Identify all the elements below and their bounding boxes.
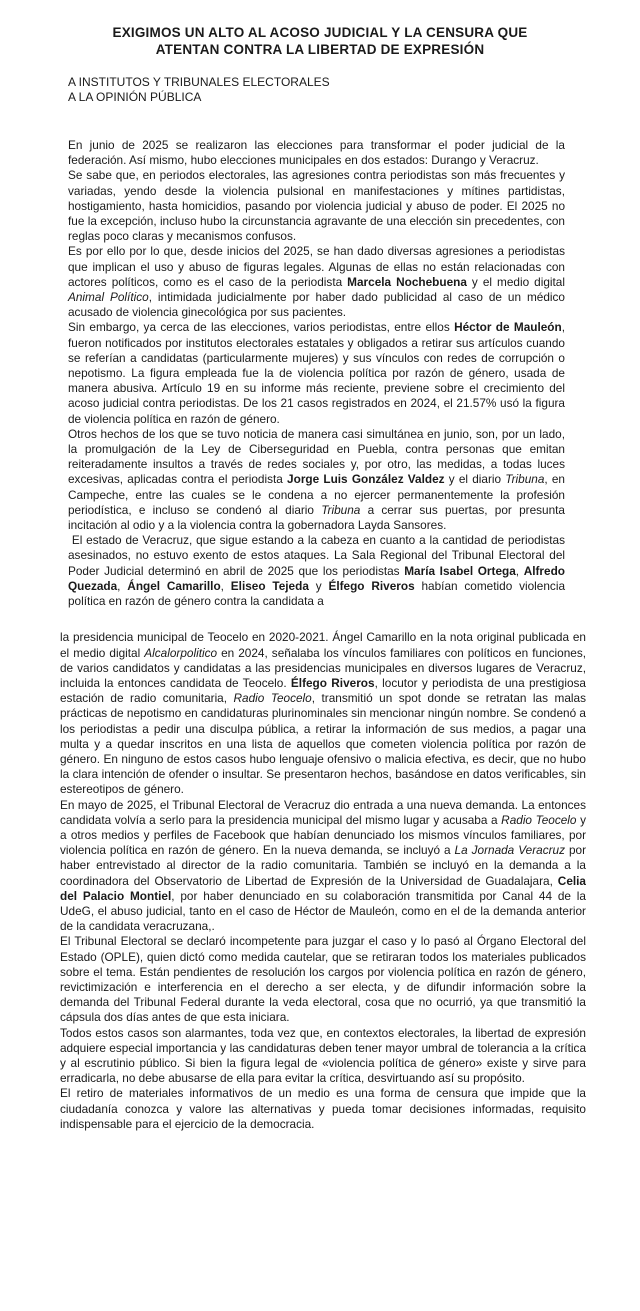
- text-segment: Radio Teocelo: [501, 812, 577, 827]
- text-segment: Sin embargo, ya cerca de las elecciones, varios periodistas, entre ellos: [68, 320, 455, 335]
- document-body-page-2: [60, 630, 586, 1132]
- text-segment: y el diario: [444, 472, 506, 487]
- text-segment: por haber entrevistado al director de la radio comunitaria. También se incluyó en la demanda a la coordinadora del Observatorio de Libertad de Expresión de la Universidad de Guadalajara,: [60, 843, 586, 888]
- document-title-line2: ATENTAN CONTRA LA LIBERTAD DE EXPRESIÓN: [155, 42, 485, 57]
- text-segment: Marcela Nochebuena: [347, 274, 467, 289]
- text-segment: Tribuna: [321, 502, 361, 517]
- text-segment: Tribuna: [505, 472, 545, 487]
- text-segment: , locutor y periodista de una prestigiosa estación de radio comunitaria,: [60, 675, 586, 706]
- text-segment: Jorge Luis González Valdez: [287, 472, 445, 487]
- addressee-line-public-opinion: A LA OPINIÓN PÚBLICA: [68, 89, 202, 104]
- paragraph: [68, 533, 565, 609]
- document-body-page-1: [68, 138, 565, 609]
- text-segment: Celia del Palacio Montiel: [60, 873, 586, 903]
- text-segment: , intimidada judicialmente por haber dado publicidad al caso de un médico acusado de violencia ginecológica por sus pacientes.: [68, 290, 565, 320]
- paragraph: [60, 934, 586, 1025]
- text-segment: Élfego Riveros: [328, 578, 415, 593]
- text-segment: El retiro de materiales informativos de un medio es una forma de censura que impide que la ciudadanía conozca y valore las alternativas y pueda tomar decisiones informadas, requisito indispensable para el ejercicio de la democracia.: [60, 1086, 586, 1131]
- text-segment: Héctor de Mauleón: [454, 320, 562, 335]
- text-segment: Todos estos casos son alarmantes, toda vez que, en contextos electorales, la libertad de expresión adquiere especial importancia y las candidaturas deben tener mayor umbral de tolerancia a la crítica y al escrutinio público. Si bien la figura legal de «violencia política de género» existe y sirve para erradicarla, no debe abusarse de ella para evitar la crítica, desvirtuando así su propósito.: [60, 1025, 586, 1086]
- text-segment: Alfredo Quezada: [68, 563, 565, 593]
- text-segment: en 2024, señalaba los vínculos familiares con políticos en funciones, de varios candidatos y candidatas a las presidencias municipales en diversos lugares de Veracruz, incluida la entonces candidata de Teocelo.: [60, 645, 586, 690]
- paragraph: [68, 427, 565, 533]
- text-segment: ,: [220, 578, 231, 593]
- paragraph: [68, 320, 565, 426]
- text-segment: Se sabe que, en periodos electorales, las agresiones contra periodistas son más frecuentes y variadas, yendo desde la violencia pulsional en manifestaciones y mítines partidistas, hostigamiento, hasta homicidios, pasando por violencia judicial y abuso de poder. El 2025 no fue la excepción, incluso hubo la circunstancia agravante de una elección sin precedentes, con reglas poco claras y mecanismos confusos.: [68, 168, 565, 244]
- paragraph: [60, 1026, 586, 1087]
- paragraph: [60, 630, 586, 797]
- text-segment: y a otros medios y perfiles de Facebook que habían denunciado los mismos vínculos familiares, por violencia política en razón de género. En la nueva demanda, se incluyó a: [60, 812, 586, 858]
- paragraph: [68, 168, 565, 244]
- text-segment: En junio de 2025 se realizaron las elecciones para transformar el poder judicial de la federación. Así mismo, hubo elecciones municipales en dos estados: Durango y Veracruz.: [68, 138, 565, 168]
- document-title: [0, 24, 640, 58]
- addressee-block: [68, 75, 640, 104]
- text-segment: y: [308, 578, 329, 593]
- text-segment: , en Campeche, entre las cuales se le condena a no ejercer permanentemente la profesión periodística, e incluso se condenó al diario: [68, 472, 565, 517]
- text-segment: En mayo de 2025, el Tribunal Electoral de Veracruz dio entrada a una nueva demanda. La entonces candidata volvía a serlo para la presidencia municipal del mismo lugar y acusaba a: [60, 797, 586, 827]
- text-segment: Animal Político: [68, 290, 149, 305]
- text-segment: la presidencia municipal de Teocelo en 2020-2021. Ángel Camarillo en la nota original publicada en el medio digital: [60, 630, 586, 660]
- text-segment: ,: [515, 563, 524, 578]
- paragraph: [68, 138, 565, 168]
- text-segment: , transmitió un spot donde se retratan las malas prácticas de nepotismo en candidaturas plurinominales sin mencionar ningún nombre. Se condenó a los periodistas a pedir una disculpa pública, a retirar la información de sus medios, a pagar una multa y a quedar inscritos en una lista de aquellos que cometen violencia política por razón de género. En ninguno de estos casos hubo lenguaje ofensivo o malicia efectiva, es decir, que no hubo la clara intención de ofender o insultar. Se presentaron hechos, basándose en datos verificables, sin estereotipos de género.: [60, 691, 586, 797]
- text-segment: El Tribunal Electoral se declaró incompetente para juzgar el caso y lo pasó al Órgano Electoral del Estado (OPLE), quien dictó como medida cautelar, que se retiraran todos los materiales publicados sobre el tema. Están pendientes de resolución los cargos por violencia política en razón de género, revictimización e interferencia en el derecho a ser electa, y de difundir información sobre la demanda del Tribunal Federal durante la veda electoral, cosa que no ocurrió, ya que transmitió la cápsula dos días antes de que esta iniciara.: [60, 934, 586, 1025]
- text-segment: El estado de Veracruz, que sigue estando a la cabeza en cuanto a la cantidad de periodistas asesinados, no estuvo exento de estos ataques. La Sala Regional del Tribunal Electoral del Poder Judicial determinó en abril de 2025 que los periodistas: [68, 533, 565, 578]
- text-segment: Élfego Riveros: [290, 675, 375, 690]
- text-segment: Otros hechos de los que se tuvo noticia de manera casi simultánea en junio, son, por un lado, la promulgación de la Ley de Ciberseguridad en Puebla, contra personas que emitan reiteradamente insultos a través de redes sociales y, por otro, las medidas, a todas luces excesivas, aplicadas contra el periodista: [68, 426, 565, 487]
- text-segment: ,: [117, 578, 128, 593]
- text-segment: Ángel Camarillo: [127, 578, 221, 593]
- text-segment: La Jornada Veracruz: [454, 843, 565, 858]
- paragraph: [68, 244, 565, 320]
- text-segment: Es por ello por lo que, desde inicios del 2025, se han dado diversas agresiones a periodistas que implican el uso y abuso de figuras legales. Algunas de ellas no están relacionadas con actores políticos, como es el caso de la periodista: [68, 244, 565, 289]
- text-segment: , por haber denunciado en su colaboración transmitida por Canal 44 de la UdeG, el abuso judicial, tanto en el caso de Héctor de Mauleón, como en el de la demanda anterior de la candidata veracruzana,.: [60, 888, 586, 934]
- text-segment: y el medio digital: [466, 274, 565, 289]
- text-segment: Eliseo Tejeda: [230, 578, 309, 593]
- text-segment: Radio Teocelo: [233, 691, 312, 706]
- paragraph: [60, 1086, 586, 1132]
- document-title-line1: EXIGIMOS UN ALTO AL ACOSO JUDICIAL Y LA CENSURA QUE: [112, 25, 528, 40]
- text-segment: habían cometido violencia política en razón de género contra la candidata a: [68, 578, 566, 609]
- text-segment: Alcalorpolitico: [144, 645, 218, 660]
- paragraph: [60, 798, 586, 935]
- addressee-line-electoral-institutes: A INSTITUTOS Y TRIBUNALES ELECTORALES: [68, 75, 330, 89]
- text-segment: , fueron notificados por institutos electorales estatales y obligados a retirar sus artículos cuando se referían a candidatas (particularmente mujeres) y sus vínculos con redes de corrupción o nepotismo. La figura empleada fue la de violencia política por razón de género, usada de manera abusiva. Artículo 19 en su informe más reciente, previene sobre el crecimiento del acoso judicial contra periodistas. De los 21 casos registrados en 2024, el 21.57% usó la figura de violencia política en razón de género.: [68, 320, 565, 426]
- document-page: [0, 24, 640, 1311]
- text-segment: a cerrar sus puertas, por presunta incitación al odio y a la violencia contra la gobernadora Layda Sansores.: [68, 502, 565, 533]
- text-segment: María Isabel Ortega: [404, 563, 516, 578]
